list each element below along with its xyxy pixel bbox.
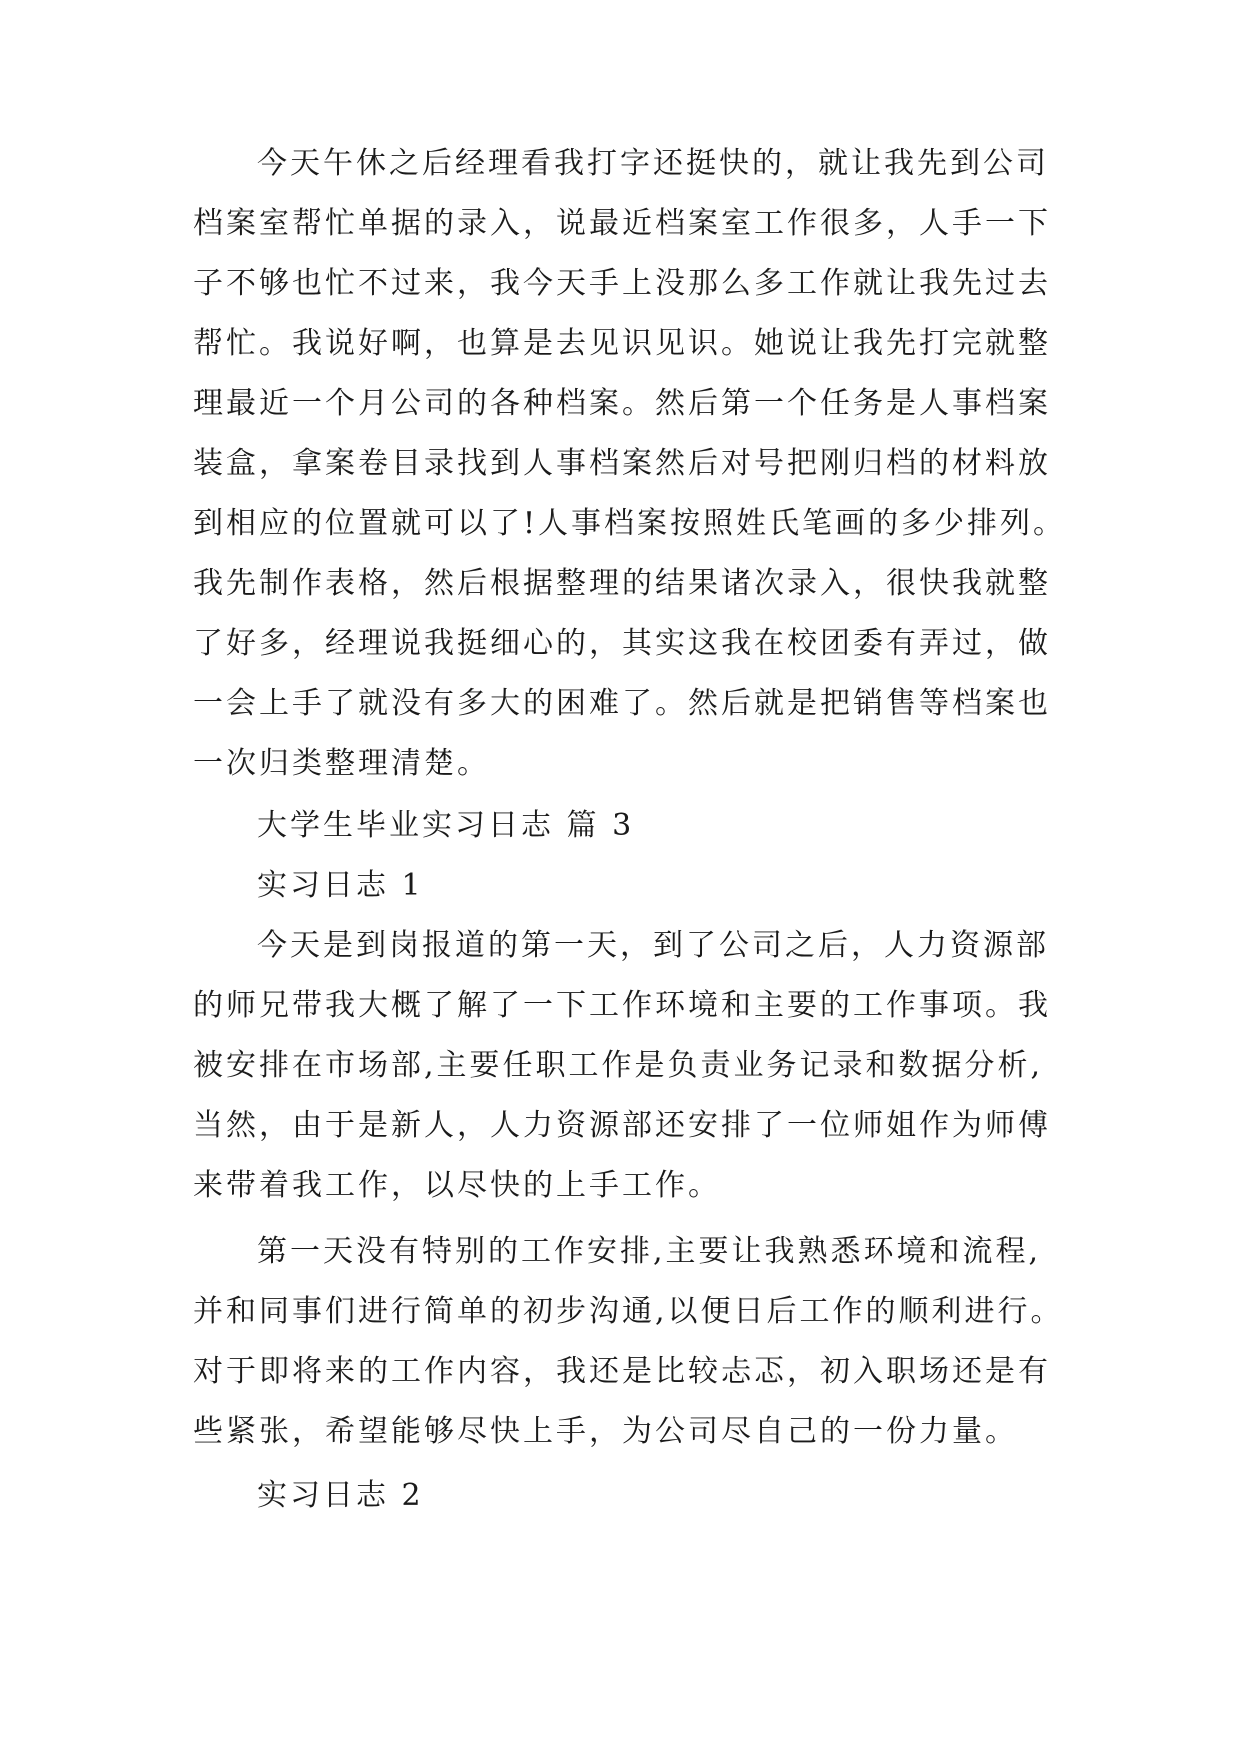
- text-line: 我先制作表格，然后根据整理的结果诸次录入，很快我就整: [193, 566, 1051, 601]
- text-line: 了好多，经理说我挺细心的，其实这我在校团委有弄过，做: [193, 626, 1051, 661]
- text-line: 被安排在市场部,主要任职工作是负责业务记录和数据分析,: [193, 1048, 1044, 1083]
- log-heading-1: 实习日志 1: [257, 868, 424, 903]
- text-line: 装盒，拿案卷目录找到人事档案然后对号把刚归档的材料放: [193, 446, 1051, 481]
- text-line: 帮忙。我说好啊，也算是去见识见识。她说让我先打完就整: [193, 326, 1051, 361]
- log-heading-2: 实习日志 2: [257, 1478, 424, 1513]
- paragraph-archive-work: [193, 134, 1067, 794]
- text-line: 今天午休之后经理看我打字还挺快的，就让我先到公司: [257, 146, 1049, 181]
- text-line: 对于即将来的工作内容，我还是比较忐忑，初入职场还是有: [193, 1354, 1051, 1389]
- section-title: 大学生毕业实习日志 篇 3: [257, 808, 635, 843]
- text-line: 并和同事们进行简单的初步沟通,以便日后工作的顺利进行。: [193, 1294, 1064, 1329]
- text-line: 档案室帮忙单据的录入，说最近档案室工作很多，人手一下: [193, 206, 1051, 241]
- text-line: 第一天没有特别的工作安排,主要让我熟悉环境和流程,: [257, 1234, 1042, 1269]
- paragraph-first-day: [193, 916, 1063, 1216]
- text-line: 今天是到岗报道的第一天，到了公司之后，人力资源部: [257, 928, 1049, 963]
- text-line: 一会上手了就没有多大的困难了。然后就是把销售等档案也: [193, 686, 1051, 721]
- text-line: 的师兄带我大概了解了一下工作环境和主要的工作事项。我: [193, 988, 1051, 1023]
- paragraph-first-day-arrangement: [193, 1222, 1063, 1462]
- text-line: 一次归类整理清楚。: [193, 746, 490, 781]
- text-line: 到相应的位置就可以了!人事档案按照姓氏笔画的多少排列。: [193, 506, 1067, 541]
- text-line: 当然，由于是新人，人力资源部还安排了一位师姐作为师傅: [193, 1108, 1051, 1143]
- text-line: 子不够也忙不过来，我今天手上没那么多工作就让我先过去: [193, 266, 1051, 301]
- text-line: 些紧张，希望能够尽快上手，为公司尽自己的一份力量。: [193, 1414, 1018, 1449]
- text-line: 来带着我工作，以尽快的上手工作。: [193, 1168, 721, 1203]
- text-line: 理最近一个月公司的各种档案。然后第一个任务是人事档案: [193, 386, 1051, 421]
